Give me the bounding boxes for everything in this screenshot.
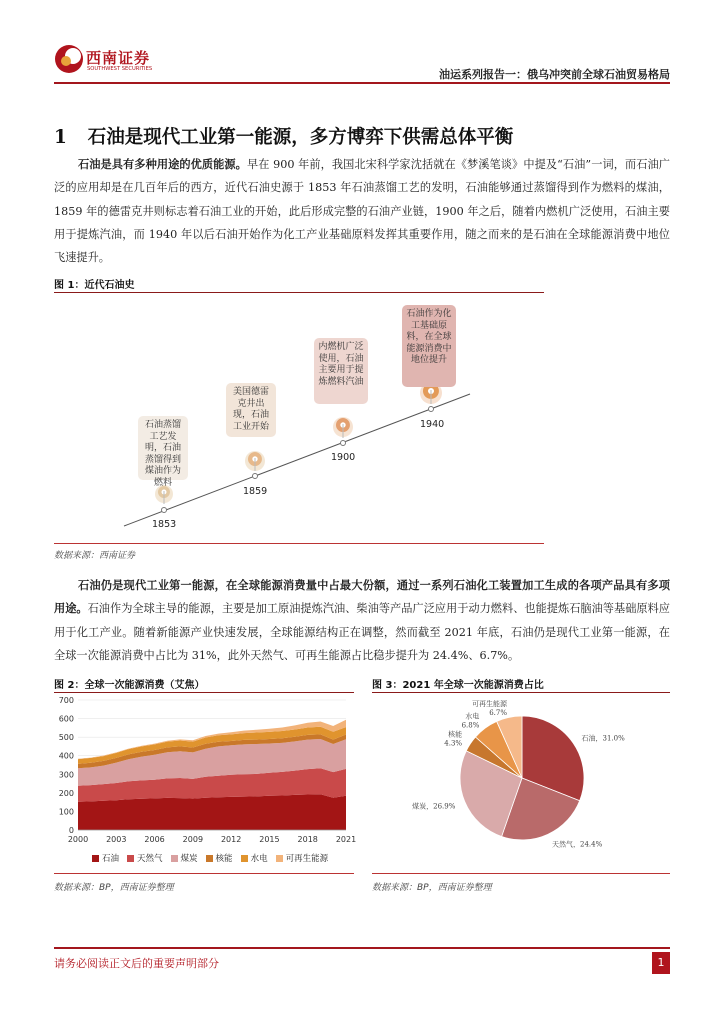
y-tick-label: 100 (58, 807, 74, 817)
pie-label: 核能 4.3% (444, 730, 463, 748)
paragraph-1-lead: 石油是具有多种用途的优质能源。 (78, 157, 247, 171)
x-tick-label: 2003 (106, 835, 127, 844)
figure-3-caption: 图 3：2021 年全球一次能源消费占比 (372, 680, 544, 691)
timeline-box-1859: 美国德雷克井出现，石油工业开始 (226, 383, 276, 437)
y-tick-label: 600 (58, 714, 74, 724)
figure-2-bottom-rule (54, 873, 354, 874)
pie-label: 天然气，24.4% (552, 840, 603, 849)
paragraph-2 (54, 574, 670, 667)
legend-item (171, 852, 198, 864)
figure-3-source: 数据来源：BP，西南证券整理 (372, 883, 492, 893)
legend-swatch (241, 855, 248, 862)
footer-disclaimer: 请务必阅读正文后的重要声明部分 (54, 957, 219, 970)
energy-share-pie-chart (372, 694, 672, 864)
legend-item (127, 852, 163, 864)
x-tick-label: 2018 (297, 835, 318, 844)
y-tick-label: 500 (58, 733, 74, 743)
footer-divider (54, 947, 670, 949)
legend-item (206, 852, 233, 864)
x-tick-label: 2000 (67, 835, 89, 844)
logo-text-en: SOUTHWEST SECURITIES (87, 66, 153, 72)
legend-label: 石油 (102, 854, 120, 864)
section-number: 1 (54, 127, 67, 148)
timeline-box-1900: 内燃机广泛使用，石油主要用于提炼燃料汽油 (314, 338, 368, 404)
figure-2-source: 数据来源：BP，西南证券整理 (54, 883, 174, 893)
timeline-box-1940: 石油作为化工基础原料，在全球能源消费中地位提升 (402, 305, 456, 387)
x-tick-label: 2012 (220, 835, 242, 844)
x-tick-label: 2021 (335, 835, 357, 844)
timeline-year-1859: 1859 (243, 486, 268, 497)
pie-label: 可再生能源 6.7% (472, 700, 507, 718)
pie-label: 水电 6.8% (461, 712, 480, 730)
paragraph-1-body: 早在 900 年前，我国北宋科学家沈括就在《梦溪笔谈》中提及“石油”一词，而石油广泛的应用却是在几百年后的西方，近代石油史源于 1853 年石油蒸馏工艺的发明，石油能够通过蒸馏得到作为燃料的煤油，1859 年的德雷克井则标志着石油工业的开始，此后形成完整的石油产业链，1900 年之后，随着内燃机广泛使用，石油主要用于提炼汽油，而 1940 年以后石油开始作为化工产业基础原料发挥其重要作用，随之而来的是石油在全球能源消费中地位飞速提升。 (54, 158, 670, 265)
timeline-year-1900: 1900 (331, 452, 356, 463)
figure-2-top-rule (54, 692, 354, 693)
legend-item (92, 852, 119, 864)
legend-label: 核能 (215, 854, 233, 864)
paragraph-1 (54, 153, 670, 269)
energy-consumption-area-chart (54, 694, 357, 854)
timeline-diagram (54, 296, 544, 541)
x-tick-label: 2009 (182, 835, 204, 844)
pie-label: 煤炭，26.9% (412, 802, 456, 811)
legend-swatch (127, 855, 134, 862)
x-tick-label: 2015 (259, 835, 280, 844)
legend-swatch (276, 855, 283, 862)
legend-label: 水电 (250, 854, 268, 864)
y-tick-label: 300 (58, 770, 74, 780)
logo-text-cn: 西南证券 (86, 49, 151, 67)
report-title: 油运系列报告一：俄乌冲突前全球石油贸易格局 (439, 68, 670, 81)
area-chart-legend (92, 852, 352, 864)
y-tick-label: 700 (58, 696, 74, 705)
legend-swatch (206, 855, 213, 862)
paragraph-2-lead: 石油仍是现代工业第一能源，在全球能源消费量中占最大份额，通过一系列石油化工装置加工生成的各项产品具有多项用途。 (54, 578, 670, 616)
figure-1-source: 数据来源：西南证券 (54, 551, 136, 561)
figure-1-bottom-rule (54, 543, 544, 544)
figure-2-caption: 图 2：全球一次能源消费（艾焦） (54, 680, 205, 691)
x-tick-label: 2006 (144, 835, 165, 844)
figure-3-bottom-rule (372, 873, 670, 874)
legend-swatch (92, 855, 99, 862)
timeline-box-1853: 石油蒸馏工艺发明，石油蒸馏得到煤油作为燃料 (138, 416, 188, 480)
page-number: 1 (652, 952, 670, 974)
legend-label: 煤炭 (180, 854, 198, 864)
header-divider (54, 82, 670, 84)
pie-label: 石油，31.0% (581, 734, 625, 743)
legend-label: 天然气 (137, 854, 163, 864)
timeline-year-1853: 1853 (152, 519, 177, 530)
figure-1-top-rule (54, 292, 544, 293)
timeline-year-1940: 1940 (420, 419, 445, 430)
y-tick-label: 0 (68, 826, 74, 835)
y-tick-label: 200 (58, 788, 74, 798)
section-title: 石油是现代工业第一能源，多方博弈下供需总体平衡 (87, 127, 514, 148)
figure-3-top-rule (372, 692, 670, 693)
company-logo (54, 42, 184, 78)
paragraph-2-body: 石油作为全球主导的能源，主要是加工原油提炼汽油、柴油等产品广泛应用于动力燃料、也能提炼石脑油等基础原料应用于化工产业。随着新能源产业快速发展，全球能源结构正在调整，然而截至 2021 年底，石油仍是现代工业第一能源，在全球一次能源消费中占比为 31%，此外天然气、可再生能源占比稳步提升为 24.4%、6.7%。 (54, 602, 670, 662)
section-heading (54, 123, 513, 149)
legend-swatch (171, 855, 178, 862)
legend-item (241, 852, 268, 864)
figure-1-caption: 图 1：近代石油史 (54, 280, 135, 291)
legend-item (276, 852, 329, 864)
logo-mark-icon (54, 44, 84, 74)
y-tick-label: 400 (58, 751, 74, 761)
legend-label: 可再生能源 (285, 854, 329, 864)
